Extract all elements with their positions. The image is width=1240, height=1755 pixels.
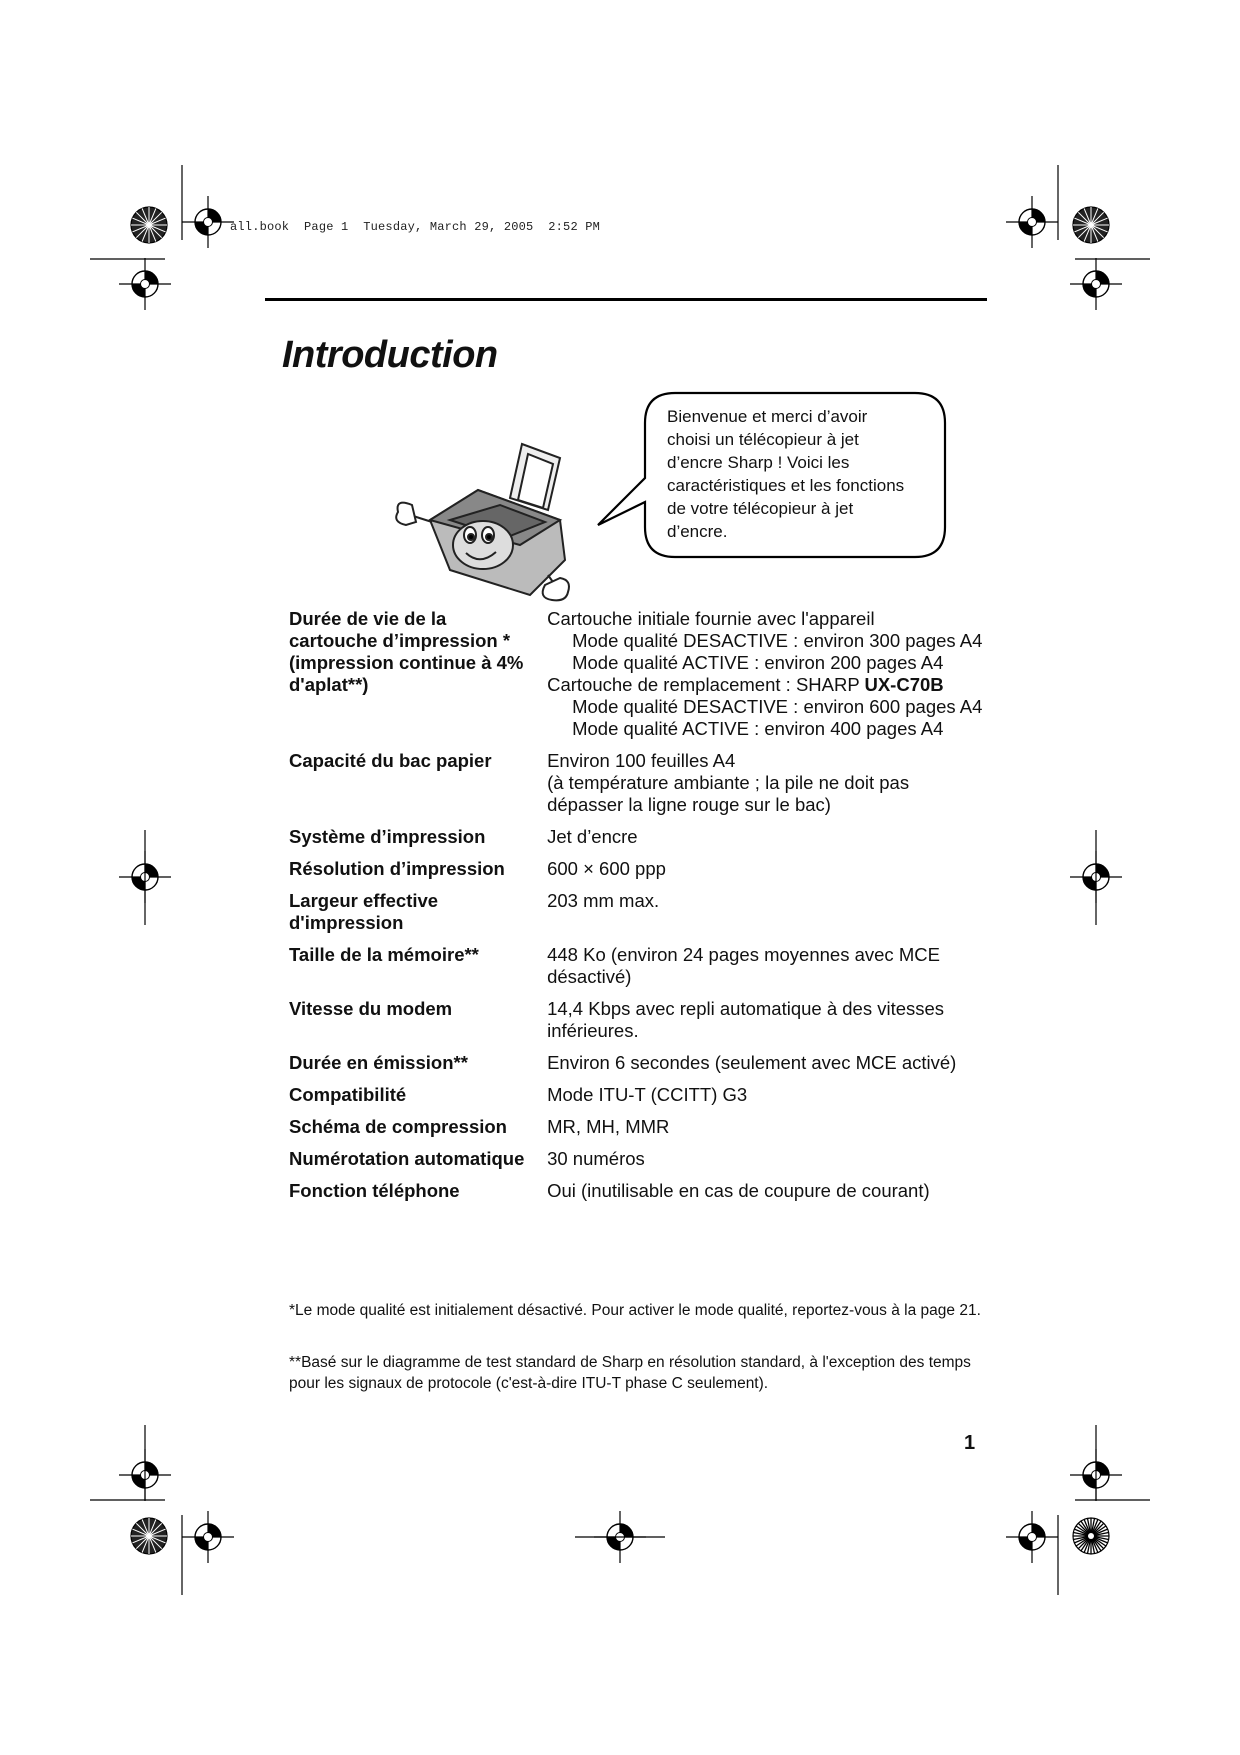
spec-row-phone — [289, 1180, 989, 1212]
spec-label: Durée de vie de la cartouche d’impression * (impression continue à 4% d'aplat**) — [289, 608, 524, 695]
fax-mascot-illustration — [396, 444, 569, 600]
footnote-one: *Le mode qualité est initialement désactivé. Pour activer le mode qualité, reportez-vous à la page 21. — [289, 1302, 981, 1319]
spec-row-memory — [289, 944, 989, 998]
spec-label: Résolution d’impression — [289, 858, 505, 879]
spec-label: Taille de la mémoire** — [289, 944, 479, 965]
footnote-two: **Basé sur le diagramme de test standard de Sharp en résolution standard, à l'exception des temps pour les signaux de protocole (c'est-à-dire ITU-T phase C seulement). — [289, 1354, 971, 1392]
spec-label: Schéma de compression — [289, 1116, 507, 1137]
spec-row-paper-tray — [289, 750, 989, 826]
spec-label: Fonction téléphone — [289, 1180, 460, 1201]
spec-row-print-width — [289, 890, 989, 944]
bubble-line: choisi un télécopieur à jet — [667, 430, 859, 449]
paper-tray-note: (à température ambiante ; la pile ne doit pas dépasser la ligne rouge sur le bac) — [547, 772, 910, 815]
cartridge-replacement-on: Mode qualité ACTIVE : environ 400 pages A4 — [572, 718, 944, 739]
spec-label: Capacité du bac papier — [289, 750, 492, 771]
spec-row-transmission — [289, 1052, 989, 1084]
spec-value: Jet d’encre — [547, 826, 638, 847]
page-title: Introduction — [282, 334, 498, 376]
spec-value: Mode ITU-T (CCITT) G3 — [547, 1084, 748, 1105]
bubble-line: Bienvenue et merci d’avoir — [667, 407, 868, 426]
spec-label: Numérotation automatique — [289, 1148, 525, 1169]
spec-label: Largeur effective d'impression — [289, 890, 439, 933]
top-rule — [265, 298, 987, 301]
spec-value: Environ 6 secondes (seulement avec MCE activé) — [547, 1052, 957, 1073]
spec-label: Compatibilité — [289, 1084, 407, 1105]
bubble-line: d’encre Sharp ! Voici les — [667, 453, 850, 472]
spec-value — [547, 750, 989, 826]
cartridge-replacement-off: Mode qualité DESACTIVE : environ 600 pages A4 — [572, 696, 983, 717]
spec-row-print-resolution — [289, 858, 989, 890]
replacement-model: UX-C70B — [864, 674, 944, 695]
spec-label: Système d’impression — [289, 826, 486, 847]
spec-value: 14,4 Kbps avec repli automatique à des vitesses inférieures. — [547, 998, 945, 1041]
spec-row-print-system — [289, 826, 989, 858]
cartridge-replacement — [547, 674, 989, 696]
spec-value — [547, 608, 989, 750]
spec-row-cartridge — [289, 608, 989, 750]
spec-row-compression — [289, 1116, 989, 1148]
spec-label: Vitesse du modem — [289, 998, 453, 1019]
spec-label: Durée en émission** — [289, 1052, 468, 1073]
spec-value: MR, MH, MMR — [547, 1116, 670, 1137]
bubble-line: d’encre. — [667, 522, 728, 541]
cartridge-initial: Cartouche initiale fournie avec l'appareil — [547, 608, 875, 629]
bubble-line: caractéristiques et les fonctions — [667, 476, 905, 495]
spec-value: 600 × 600 ppp — [547, 858, 666, 879]
spec-value: 30 numéros — [547, 1148, 645, 1169]
paper-tray-value: Environ 100 feuilles A4 — [547, 750, 736, 771]
cartridge-initial-off: Mode qualité DESACTIVE : environ 300 pages A4 — [572, 630, 983, 651]
replacement-prefix: Cartouche de remplacement : SHARP — [547, 674, 865, 695]
spec-row-modem — [289, 998, 989, 1052]
spec-value: 203 mm max. — [547, 890, 660, 911]
spec-value: Oui (inutilisable en cas de coupure de courant) — [547, 1180, 930, 1201]
speech-bubble-text — [667, 405, 937, 543]
spec-value: 448 Ko (environ 24 pages moyennes avec MCE désactivé) — [547, 944, 940, 987]
header-file-info: all.book Page 1 Tuesday, March 29, 2005 2:52 PM — [230, 220, 601, 234]
spec-table — [289, 608, 989, 1212]
cartridge-initial-on: Mode qualité ACTIVE : environ 200 pages A4 — [572, 652, 944, 673]
spec-row-compatibility — [289, 1084, 989, 1116]
page-number: 1 — [964, 1432, 976, 1454]
bubble-line: de votre télécopieur à jet — [667, 499, 854, 518]
spec-row-autodial — [289, 1148, 989, 1180]
